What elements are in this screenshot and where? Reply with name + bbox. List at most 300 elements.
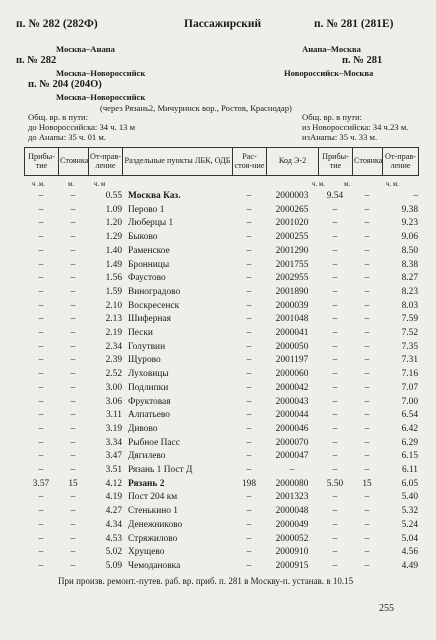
cell-stop-back: – [364, 437, 370, 448]
cell-distance: – [246, 314, 252, 325]
cell-arrival-back: – [332, 286, 338, 297]
cell-arrival: – [38, 328, 44, 338]
cell-code: 2000052 [275, 533, 309, 544]
table-row [24, 506, 418, 520]
cell-stop-back: – [364, 423, 370, 434]
cell-code: 2001755 [275, 259, 309, 270]
cell-arrival-back: – [332, 300, 338, 311]
cell-departure: 3.06 [105, 396, 122, 407]
total-right-2: изАнапы: 35 ч. 33 м. [302, 132, 378, 142]
cell-stop-back: – [364, 465, 370, 475]
cell-departure-back: 7.07 [401, 382, 418, 393]
unit-arr: ч .м. [32, 181, 45, 188]
col-distance: Рас-стоя-ние [233, 148, 267, 176]
cell-code: 2000070 [275, 437, 309, 448]
total-right-1: из Новороссийска: 34 ч.23 м. [302, 122, 409, 132]
cell-stop: – [70, 492, 76, 503]
cell-arrival-back: – [332, 465, 338, 475]
cell-distance: – [246, 547, 252, 558]
cell-station: Фруктовая [128, 396, 171, 407]
table-row [24, 397, 418, 411]
cell-departure-back: 6.15 [401, 451, 418, 462]
cell-stop: – [70, 437, 76, 448]
cell-departure-back: 5.04 [401, 533, 418, 544]
cell-arrival: – [38, 423, 44, 434]
cell-code: 2000048 [275, 506, 309, 517]
cell-stop-back: – [364, 560, 370, 571]
route-right-2: Новороссийск–Москва [284, 68, 374, 78]
cell-arrival-back: – [332, 369, 338, 380]
cell-stop: – [70, 191, 76, 201]
cell-departure: 1.56 [105, 273, 122, 284]
cell-arrival: – [38, 465, 44, 475]
table-row [24, 479, 418, 493]
unit-arr-back: ч. м. [312, 181, 325, 188]
cell-stop: – [70, 273, 76, 284]
cell-stop-back: – [364, 506, 370, 517]
cell-departure-back: 6.29 [401, 437, 418, 448]
cell-departure: 3.00 [105, 382, 122, 393]
cell-distance: – [246, 355, 252, 366]
cell-stop-back: – [364, 218, 370, 229]
cell-stop: – [70, 218, 76, 229]
cell-stop: – [70, 328, 76, 338]
cell-departure: 3.47 [105, 451, 122, 462]
total-left-1: до Новороссийска: 34 ч. 13 м [28, 122, 136, 132]
cell-arrival: – [38, 547, 44, 558]
route-left-1: Москва–Анапа [56, 44, 115, 54]
cell-station: Луховицы [128, 369, 169, 380]
cell-distance: – [246, 232, 252, 243]
cell-station: Воскресенск [128, 300, 180, 311]
page-number: 255 [379, 603, 394, 614]
col-arrival-back: Прибы-тие [319, 148, 353, 176]
cell-departure: 2.52 [105, 369, 122, 380]
cell-stop-back: – [364, 259, 370, 270]
page-title: Пассажирский [184, 18, 262, 30]
col-departure: От-прав-ление [89, 148, 123, 176]
cell-code: 2000046 [275, 423, 309, 434]
cell-station: Алпатьево [128, 410, 170, 421]
cell-stop-back: 15 [362, 478, 372, 489]
cell-departure: 3.11 [105, 410, 122, 421]
table-row [24, 355, 418, 369]
cell-stop: – [70, 314, 76, 325]
cell-arrival: – [38, 519, 44, 530]
cell-departure: 2.13 [105, 314, 122, 325]
cell-departure-back: 4.49 [401, 560, 418, 571]
cell-distance: – [246, 437, 252, 448]
cell-arrival: – [38, 410, 44, 421]
cell-station: Щурово [128, 355, 161, 366]
cell-departure: 2.39 [105, 355, 122, 366]
cell-distance: – [246, 533, 252, 544]
cell-stop: – [70, 286, 76, 297]
cell-distance: – [246, 245, 252, 256]
cell-station: Москва Каз. [128, 191, 181, 201]
cell-departure-back: 8.38 [401, 259, 418, 270]
cell-station: Рыбное Пасс [128, 437, 180, 448]
cell-arrival-back: – [332, 396, 338, 407]
cell-arrival-back: – [332, 382, 338, 393]
table-row [24, 260, 418, 274]
cell-distance: – [246, 204, 252, 215]
table-row [24, 301, 418, 315]
cell-station: Фаустово [128, 273, 166, 284]
footer-note: При произв. ремонт.-путев. раб. вр. приб. п. 281 в Москву-п. устанав. в 10.15 [58, 576, 354, 586]
table-row [24, 218, 418, 232]
cell-code: 2000044 [275, 410, 309, 421]
cell-departure-back: 9.06 [401, 232, 418, 243]
cell-code: 2000042 [275, 382, 309, 393]
table-row [24, 342, 418, 356]
cell-station: Денежниково [128, 519, 183, 530]
unit-dep-back: ч. м. [386, 181, 399, 188]
table-row [24, 424, 418, 438]
train-204: п. № 204 (204О) [28, 79, 102, 90]
cell-arrival: – [38, 355, 44, 366]
cell-departure: 2.10 [105, 300, 122, 311]
cell-departure-back: 6.42 [401, 423, 418, 434]
cell-station: Голутвин [128, 341, 166, 352]
cell-departure-back: 4.56 [401, 547, 418, 558]
cell-stop: – [70, 451, 76, 462]
cell-stop: – [70, 382, 76, 393]
cell-stop: – [70, 232, 76, 243]
cell-code: 2000060 [275, 369, 309, 380]
cell-station: Хрущево [128, 547, 165, 558]
cell-code: 2000049 [275, 519, 309, 530]
cell-departure-back: 9.38 [401, 204, 418, 215]
table-row [24, 534, 418, 548]
cell-stop: – [70, 396, 76, 407]
cell-arrival-back: – [332, 560, 338, 571]
cell-departure: 1.40 [105, 245, 122, 256]
col-departure-back: От-прав-ление [383, 148, 419, 176]
right-train-number: п. № 281 (281Е) [314, 18, 394, 30]
col-points: Раздельные пункты ЛБК, ОДБ [123, 148, 233, 176]
cell-departure: 4.53 [105, 533, 122, 544]
cell-distance: – [246, 341, 252, 352]
cell-code: 2001290 [275, 245, 309, 256]
col-arrival: Прибы-тие [25, 148, 59, 176]
cell-code: 2001890 [275, 286, 309, 297]
cell-arrival-back: – [332, 492, 338, 503]
train-281: п. № 281 [342, 55, 383, 66]
cell-arrival: – [38, 204, 44, 215]
table-row [24, 547, 418, 561]
cell-station: Люберцы 1 [128, 218, 174, 229]
cell-distance: – [246, 273, 252, 284]
total-left-label: Общ. вр. в пути: [28, 112, 88, 122]
cell-code: 2000003 [275, 191, 309, 201]
cell-code: 2001197 [275, 355, 309, 366]
cell-arrival-back: 9.54 [326, 191, 344, 201]
cell-stop: 15 [68, 478, 78, 489]
cell-departure-back: 8.27 [401, 273, 418, 284]
cell-code: 2000255 [275, 232, 309, 243]
timetable-header [24, 147, 419, 176]
cell-code: 2000080 [275, 478, 309, 489]
cell-departure-back: 5.24 [401, 519, 418, 530]
col-code: Код Э-2 [267, 148, 319, 176]
cell-departure: 1.49 [105, 259, 122, 270]
cell-code: 2000039 [275, 300, 309, 311]
cell-departure-back: 7.35 [401, 341, 418, 352]
table-row [24, 287, 418, 301]
cell-departure: 1.29 [105, 232, 122, 243]
cell-arrival: – [38, 437, 44, 448]
cell-distance: – [246, 286, 252, 297]
table-row [24, 465, 418, 479]
cell-stop-back: – [364, 451, 370, 462]
cell-stop-back: – [364, 191, 370, 201]
cell-stop: – [70, 533, 76, 544]
cell-stop-back: – [364, 328, 370, 338]
cell-departure-back: 7.52 [401, 328, 418, 338]
table-row [24, 273, 418, 287]
cell-arrival-back: – [332, 519, 338, 530]
cell-station: Пески [128, 328, 153, 338]
cell-code: – [289, 465, 295, 475]
cell-stop: – [70, 410, 76, 421]
cell-stop: – [70, 204, 76, 215]
cell-arrival-back: – [332, 259, 338, 270]
route-left-2: Москва–Новороссийск [56, 68, 146, 78]
cell-station: Стряжилово [128, 533, 178, 544]
cell-stop: – [70, 341, 76, 352]
cell-distance: – [246, 451, 252, 462]
cell-departure-back: 6.11 [401, 465, 418, 475]
route-right-1: Анапа–Москва [302, 44, 361, 54]
cell-arrival: – [38, 286, 44, 297]
cell-arrival: – [38, 232, 44, 243]
table-row [24, 246, 418, 260]
route-left-3: Москва–Новороссийск [56, 92, 146, 102]
cell-arrival: – [38, 451, 44, 462]
cell-arrival-back: – [332, 218, 338, 229]
cell-arrival-back: – [332, 533, 338, 544]
left-train-number: п. № 282 (282Ф) [16, 18, 98, 30]
cell-arrival-back: – [332, 204, 338, 215]
cell-arrival-back: – [332, 451, 338, 462]
cell-arrival-back: – [332, 341, 338, 352]
cell-station: Пост 204 км [128, 492, 178, 503]
cell-stop-back: – [364, 300, 370, 311]
cell-stop-back: – [364, 492, 370, 503]
cell-departure-back: 8.50 [401, 245, 418, 256]
cell-arrival: – [38, 191, 44, 201]
cell-arrival: – [38, 341, 44, 352]
cell-stop: – [70, 300, 76, 311]
cell-distance: – [246, 519, 252, 530]
col-stop: Стоянка [59, 148, 89, 176]
table-row [24, 328, 418, 342]
cell-departure: 4.27 [105, 506, 122, 517]
cell-station: Дивово [128, 423, 158, 434]
cell-arrival: – [38, 300, 44, 311]
cell-stop: – [70, 560, 76, 571]
cell-departure: 2.19 [105, 328, 122, 338]
cell-arrival-back: – [332, 273, 338, 284]
cell-departure-back: 5.32 [401, 506, 418, 517]
cell-stop-back: – [364, 204, 370, 215]
cell-departure: 1.59 [105, 286, 122, 297]
cell-arrival: – [38, 259, 44, 270]
cell-code: 2001048 [275, 314, 309, 325]
cell-arrival: – [38, 218, 44, 229]
cell-stop-back: – [364, 369, 370, 380]
cell-departure-back: 6.05 [401, 478, 418, 489]
cell-station: Бронницы [128, 259, 170, 270]
cell-station: Рязань 2 [128, 478, 165, 489]
cell-arrival: – [38, 369, 44, 380]
train-282: п. № 282 [16, 55, 57, 66]
cell-departure-back: 6.54 [401, 410, 418, 421]
cell-departure: 3.19 [105, 423, 122, 434]
cell-code: 2001020 [275, 218, 309, 229]
cell-distance: 198 [241, 478, 257, 489]
cell-code: 2001323 [275, 492, 309, 503]
cell-stop: – [70, 547, 76, 558]
table-row [24, 369, 418, 383]
cell-arrival-back: – [332, 547, 338, 558]
cell-arrival-back: – [332, 314, 338, 325]
cell-stop: – [70, 355, 76, 366]
cell-distance: – [246, 259, 252, 270]
cell-station: Быково [128, 232, 158, 243]
cell-station: Рязань 1 Пост Д [128, 465, 193, 475]
cell-distance: – [246, 560, 252, 571]
cell-arrival: – [38, 506, 44, 517]
cell-arrival-back: – [332, 232, 338, 243]
cell-station: Раменское [128, 245, 170, 256]
cell-departure: 3.34 [105, 437, 122, 448]
cell-stop-back: – [364, 286, 370, 297]
cell-distance: – [246, 218, 252, 229]
cell-distance: – [246, 465, 252, 475]
cell-departure: 1.09 [105, 204, 122, 215]
cell-stop: – [70, 506, 76, 517]
table-row [24, 438, 418, 452]
total-left-2: до Анапы: 35 ч. 01 м. [28, 132, 106, 142]
cell-code: 2000265 [275, 204, 309, 215]
cell-arrival: – [38, 273, 44, 284]
table-row [24, 205, 418, 219]
cell-departure: 2.34 [105, 341, 122, 352]
cell-arrival-back: – [332, 355, 338, 366]
table-row [24, 314, 418, 328]
cell-distance: – [246, 396, 252, 407]
cell-code: 2000915 [275, 560, 309, 571]
cell-arrival: – [38, 382, 44, 393]
cell-station: Шиферная [128, 314, 171, 325]
cell-stop-back: – [364, 382, 370, 393]
cell-departure: 1.20 [105, 218, 122, 229]
cell-distance: – [246, 506, 252, 517]
table-row [24, 451, 418, 465]
cell-arrival: – [38, 314, 44, 325]
cell-distance: – [246, 410, 252, 421]
cell-departure: 4.34 [105, 519, 122, 530]
cell-departure-back: 9.23 [401, 218, 418, 229]
cell-distance: – [246, 369, 252, 380]
table-row [24, 383, 418, 397]
cell-arrival: – [38, 396, 44, 407]
cell-distance: – [246, 300, 252, 311]
cell-arrival-back: – [332, 437, 338, 448]
cell-stop-back: – [364, 232, 370, 243]
cell-code: 2002955 [275, 273, 309, 284]
cell-code: 2000047 [275, 451, 309, 462]
cell-distance: – [246, 492, 252, 503]
cell-arrival: – [38, 492, 44, 503]
cell-stop: – [70, 259, 76, 270]
cell-departure-back: 7.59 [401, 314, 418, 325]
cell-distance: – [246, 328, 252, 338]
unit-dep: ч. м [94, 181, 106, 188]
via-note: (через Рязань2, Мичуринск вор., Ростов, Краснодар) [100, 103, 292, 113]
table-row [24, 492, 418, 506]
cell-stop: – [70, 423, 76, 434]
cell-station: Дягилево [128, 451, 166, 462]
cell-arrival-back: – [332, 245, 338, 256]
cell-distance: – [246, 191, 252, 201]
cell-stop-back: – [364, 519, 370, 530]
cell-stop-back: – [364, 341, 370, 352]
cell-arrival-back: – [332, 328, 338, 338]
cell-stop-back: – [364, 547, 370, 558]
table-row [24, 561, 418, 575]
cell-code: 2000041 [275, 328, 309, 338]
table-row [24, 191, 418, 205]
cell-stop: – [70, 465, 76, 475]
cell-stop-back: – [364, 245, 370, 256]
cell-station: Перово 1 [128, 204, 165, 215]
cell-distance: – [246, 382, 252, 393]
total-right-label: Общ. вр. в пути: [302, 112, 362, 122]
cell-departure-back: 8.23 [401, 286, 418, 297]
cell-stop: – [70, 519, 76, 530]
cell-arrival: – [38, 533, 44, 544]
cell-stop-back: – [364, 273, 370, 284]
unit-stop: м. [68, 181, 75, 188]
cell-arrival: 3.57 [32, 478, 50, 489]
cell-arrival-back: 5.50 [326, 478, 344, 489]
cell-departure: 5.02 [105, 547, 122, 558]
unit-stop-back: м. [344, 181, 351, 188]
cell-code: 2000043 [275, 396, 309, 407]
cell-departure: 3.51 [105, 465, 122, 475]
table-row [24, 410, 418, 424]
col-stop-back: Стоянка [353, 148, 383, 176]
cell-station: Виноградово [128, 286, 181, 297]
cell-distance: – [246, 423, 252, 434]
cell-stop-back: – [364, 396, 370, 407]
cell-station: Стенькино 1 [128, 506, 178, 517]
cell-arrival: – [38, 245, 44, 256]
cell-stop: – [70, 369, 76, 380]
cell-departure-back: 7.31 [401, 355, 418, 366]
cell-arrival-back: – [332, 423, 338, 434]
cell-departure-back: 5.40 [401, 492, 418, 503]
cell-station: Чемодановка [128, 560, 181, 571]
cell-arrival: – [38, 560, 44, 571]
cell-departure-back: 7.16 [401, 369, 418, 380]
cell-stop-back: – [364, 533, 370, 544]
cell-stop-back: – [364, 410, 370, 421]
cell-arrival-back: – [332, 410, 338, 421]
